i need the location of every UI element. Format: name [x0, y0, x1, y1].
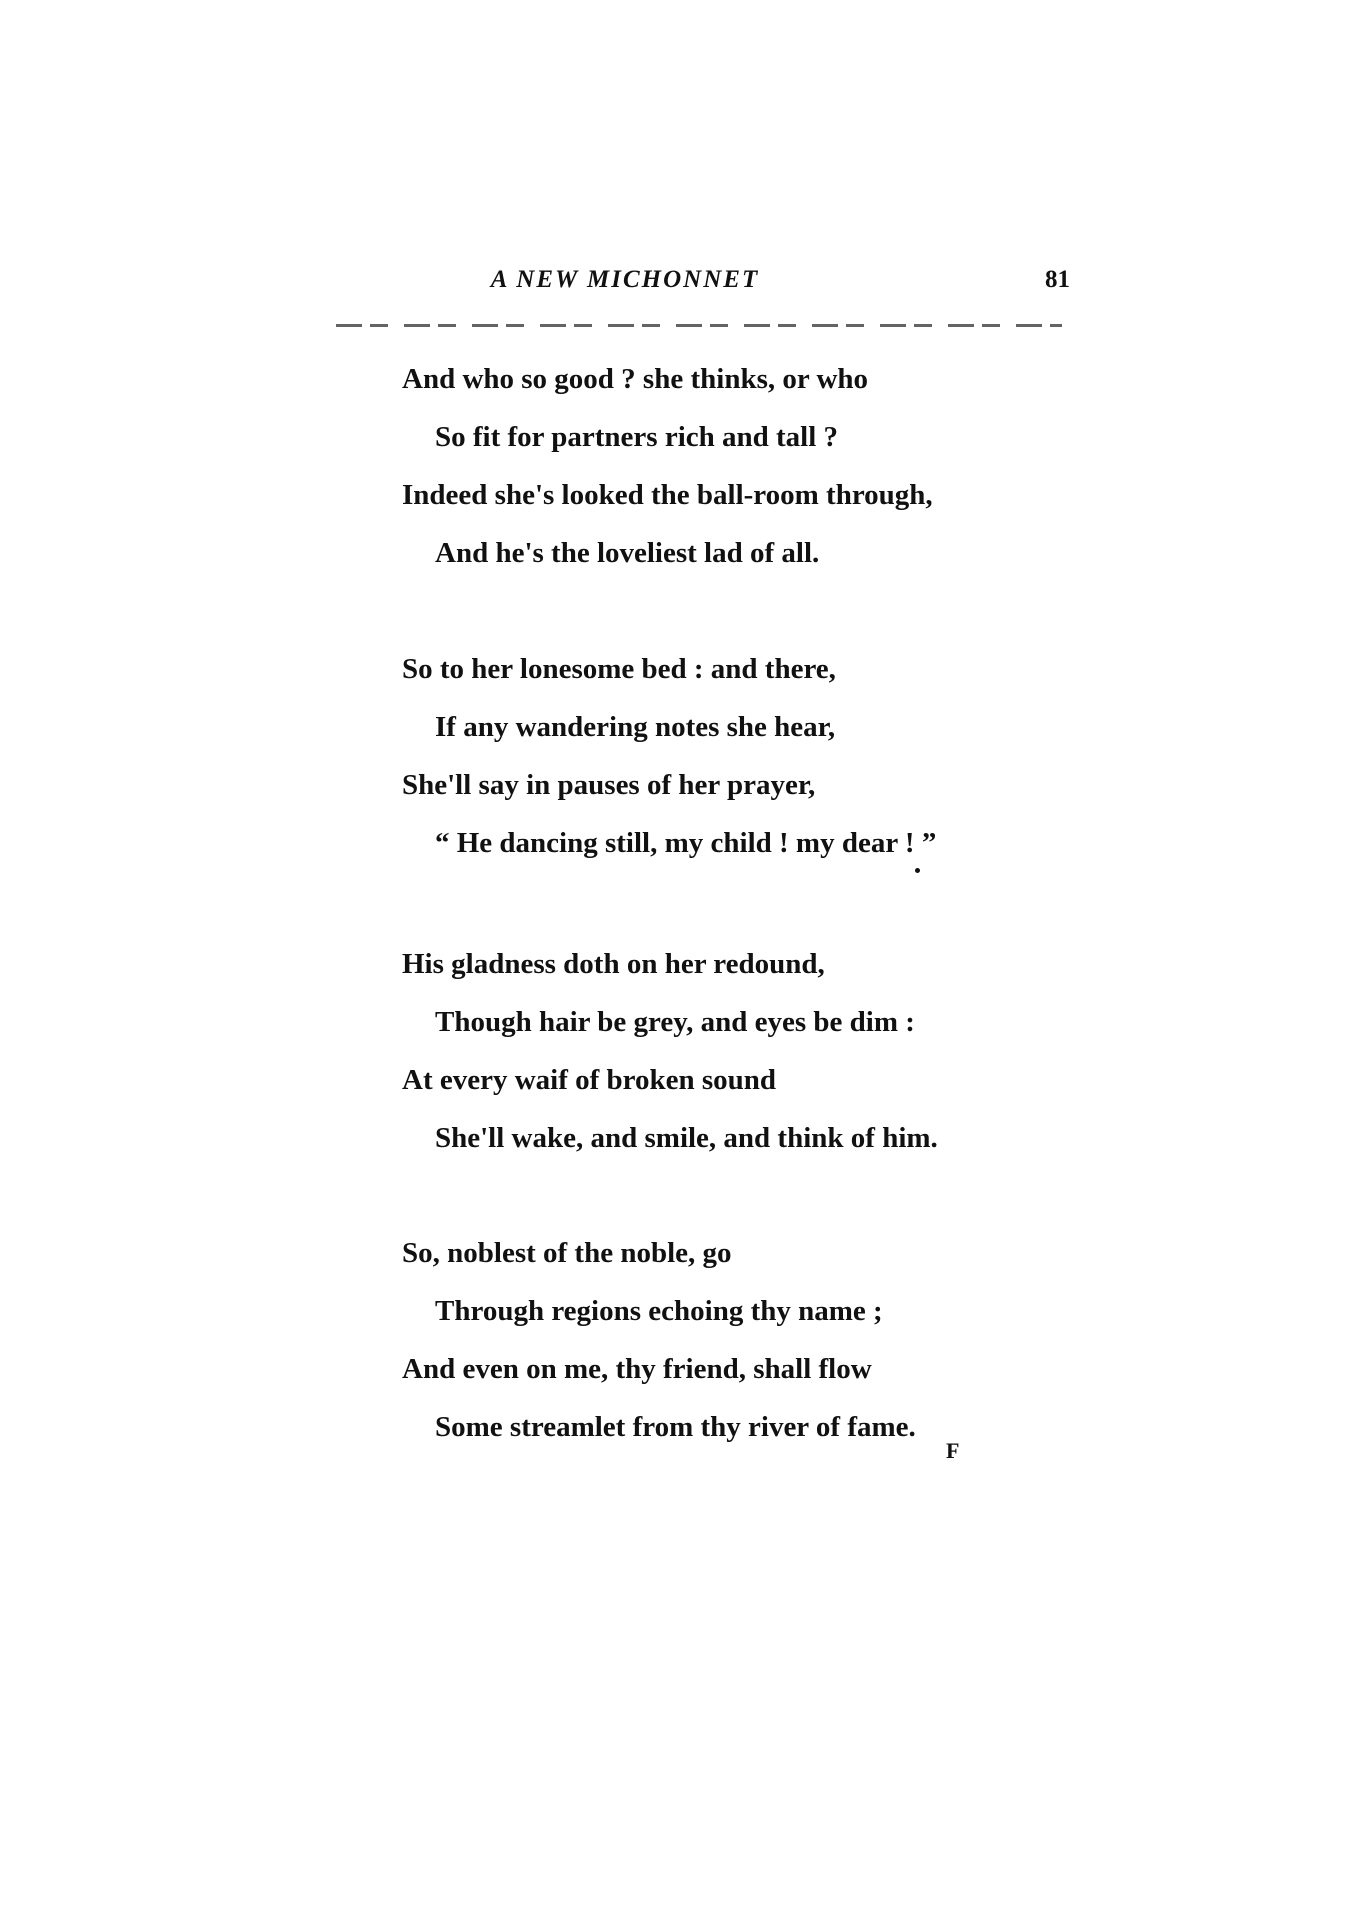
- poem-line: At every waif of broken sound: [402, 1064, 777, 1096]
- running-head: [330, 266, 1070, 300]
- poem-line: So to her lonesome bed : and there,: [402, 653, 836, 685]
- poem-line: Indeed she's looked the ball-room through,: [402, 479, 933, 511]
- poem-line: Some streamlet from thy river of fame.: [435, 1411, 916, 1443]
- poem-line: So fit for partners rich and tall ?: [435, 421, 839, 453]
- stanza-1: [402, 350, 1102, 582]
- poem-line: She'll wake, and smile, and think of him.: [435, 1122, 938, 1154]
- poem-line: And he's the loveliest lad of all.: [435, 537, 820, 569]
- poem-line: Though hair be grey, and eyes be dim :: [435, 1006, 915, 1038]
- poem-line: So, noblest of the noble, go: [402, 1237, 732, 1269]
- running-title: A NEW MICHONNET: [490, 266, 760, 293]
- poem-line: She'll say in pauses of her prayer,: [402, 769, 816, 801]
- stanza-3: [402, 935, 1102, 1167]
- poem-line: And even on me, thy friend, shall flow: [402, 1353, 872, 1385]
- poem-line: If any wandering notes she hear,: [435, 711, 836, 743]
- poem-line: “ He dancing still, my child ! my dear ! ”: [435, 827, 937, 859]
- stanza-4: [402, 1224, 1102, 1456]
- signature-mark: F: [946, 1438, 960, 1463]
- header-rule: [336, 324, 1062, 327]
- page-number: 81: [1045, 266, 1070, 293]
- ink-speck: [915, 868, 920, 873]
- poem-line: His gladness doth on her redound,: [402, 948, 825, 980]
- poem-line: Through regions echoing thy name ;: [435, 1295, 883, 1327]
- stanza-2: [402, 640, 1102, 872]
- poem-line: And who so good ? she thinks, or who: [402, 363, 869, 395]
